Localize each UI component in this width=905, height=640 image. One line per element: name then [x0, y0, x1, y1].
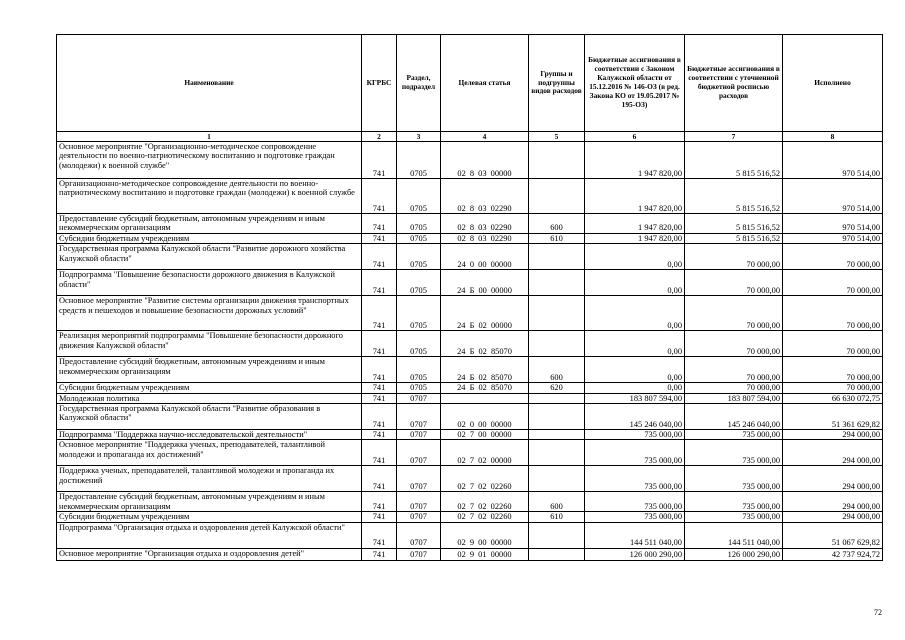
header-law-allocations: Бюджетные ассигнования в соответствии с Законом Калужской области от 15.12.2016 № 146-ОЗ (в ред. Закона КО от 19.05.2017 № 195-ОЗ)	[585, 35, 685, 132]
row-refined-allocation: 70 000,00	[685, 383, 783, 393]
budget-table	[56, 34, 883, 561]
row-group	[529, 270, 585, 296]
row-kgrbs: 741	[362, 270, 397, 296]
row-target: 24 Б 02 85070	[441, 331, 529, 357]
row-target: 02 8 03 00000	[441, 142, 529, 179]
row-target: 02 9 00 00000	[441, 522, 529, 548]
row-refined-allocation: 70 000,00	[685, 296, 783, 331]
row-executed: 42 737 924,72	[783, 548, 883, 560]
row-target: 02 7 02 02260	[441, 512, 529, 522]
row-target: 02 7 00 00000	[441, 430, 529, 440]
row-law-allocation: 1 947 820,00	[585, 142, 685, 179]
row-group	[529, 440, 585, 466]
row-law-allocation: 0,00	[585, 383, 685, 393]
row-name: Молодежная политика	[57, 393, 362, 403]
row-target	[441, 393, 529, 403]
row-kgrbs: 741	[362, 393, 397, 403]
row-group	[529, 404, 585, 430]
row-executed: 66 630 072,75	[783, 393, 883, 403]
row-refined-allocation: 5 815 516,52	[685, 214, 783, 234]
row-refined-allocation: 5 815 516,52	[685, 233, 783, 243]
table-row	[57, 142, 883, 179]
row-law-allocation: 1 947 820,00	[585, 179, 685, 214]
row-target: 24 Б 02 00000	[441, 296, 529, 331]
row-refined-allocation: 735 000,00	[685, 466, 783, 492]
row-executed: 970 514,00	[783, 179, 883, 214]
row-kgrbs: 741	[362, 244, 397, 270]
row-law-allocation: 0,00	[585, 296, 685, 331]
row-section: 0707	[397, 522, 441, 548]
row-group: 620	[529, 383, 585, 393]
table-row	[57, 214, 883, 234]
row-name: Государственная программа Калужской области "Развитие дорожного хозяйства Калужской области"	[57, 244, 362, 270]
table-row	[57, 244, 883, 270]
header-executed: Исполнено	[783, 35, 883, 132]
row-refined-allocation: 144 511 040,00	[685, 522, 783, 548]
row-section: 0705	[397, 270, 441, 296]
row-executed: 970 514,00	[783, 142, 883, 179]
table-row	[57, 331, 883, 357]
table-row	[57, 270, 883, 296]
row-law-allocation: 126 000 290,00	[585, 548, 685, 560]
row-group	[529, 522, 585, 548]
row-section: 0707	[397, 404, 441, 430]
row-section: 0705	[397, 233, 441, 243]
row-kgrbs: 741	[362, 357, 397, 383]
row-name: Реализация мероприятий подпрограммы "Повышение безопасности дорожного движения Калужской области"	[57, 331, 362, 357]
table-row	[57, 296, 883, 331]
column-number: 4	[441, 132, 529, 142]
row-law-allocation: 735 000,00	[585, 430, 685, 440]
row-kgrbs: 741	[362, 548, 397, 560]
row-law-allocation: 183 807 594,00	[585, 393, 685, 403]
header-refined-allocations: Бюджетные ассигнования в соответствии с уточненной бюджетной росписью расходов	[685, 35, 783, 132]
row-name: Основное мероприятие "Организация отдыха и оздоровления детей"	[57, 548, 362, 560]
row-group	[529, 548, 585, 560]
row-kgrbs: 741	[362, 296, 397, 331]
row-target: 02 0 00 00000	[441, 404, 529, 430]
header-name: Наименование	[57, 35, 362, 132]
column-number: 7	[685, 132, 783, 142]
row-target: 24 Б 00 00000	[441, 270, 529, 296]
column-number: 6	[585, 132, 685, 142]
row-name: Организационно-методическое сопровождение деятельности по военно-патриотическому воспитанию и подготовке граждан (молодежи) к военной службе	[57, 179, 362, 214]
row-group	[529, 466, 585, 492]
column-number: 3	[397, 132, 441, 142]
row-group	[529, 331, 585, 357]
table-row	[57, 383, 883, 393]
row-kgrbs: 741	[362, 383, 397, 393]
row-refined-allocation: 735 000,00	[685, 440, 783, 466]
row-target: 02 8 03 02290	[441, 214, 529, 234]
row-executed: 294 000,00	[783, 466, 883, 492]
row-kgrbs: 741	[362, 440, 397, 466]
row-executed: 70 000,00	[783, 357, 883, 383]
row-executed: 294 000,00	[783, 430, 883, 440]
row-group	[529, 244, 585, 270]
table-row	[57, 393, 883, 403]
row-refined-allocation: 70 000,00	[685, 357, 783, 383]
header-kgrbs: КГРБС	[362, 35, 397, 132]
row-name: Субсидии бюджетным учреждениям	[57, 512, 362, 522]
row-refined-allocation: 70 000,00	[685, 270, 783, 296]
row-group	[529, 430, 585, 440]
row-law-allocation: 144 511 040,00	[585, 522, 685, 548]
row-section: 0707	[397, 440, 441, 466]
row-section: 0707	[397, 548, 441, 560]
row-kgrbs: 741	[362, 522, 397, 548]
row-section: 0705	[397, 214, 441, 234]
row-group: 600	[529, 214, 585, 234]
column-number: 1	[57, 132, 362, 142]
row-refined-allocation: 183 807 594,00	[685, 393, 783, 403]
row-executed: 70 000,00	[783, 331, 883, 357]
table-row	[57, 357, 883, 383]
table-row	[57, 440, 883, 466]
row-group	[529, 179, 585, 214]
row-law-allocation: 145 246 040,00	[585, 404, 685, 430]
row-group	[529, 142, 585, 179]
row-name: Поддержка ученых, преподавателей, талантливой молодежи и пропаганда их достижений	[57, 466, 362, 492]
table-body	[57, 132, 883, 561]
row-target: 02 8 03 02290	[441, 233, 529, 243]
row-law-allocation: 0,00	[585, 244, 685, 270]
row-kgrbs: 741	[362, 233, 397, 243]
row-law-allocation: 1 947 820,00	[585, 233, 685, 243]
table-row	[57, 466, 883, 492]
row-kgrbs: 741	[362, 214, 397, 234]
row-name: Подпрограмма "Организация отдыха и оздоровления детей Калужской области"	[57, 522, 362, 548]
row-target: 02 8 03 02290	[441, 179, 529, 214]
row-name: Подпрограмма "Поддержка научно-исследовательской деятельности"	[57, 430, 362, 440]
row-executed: 51 361 629,82	[783, 404, 883, 430]
column-number-row	[57, 132, 883, 142]
row-executed: 294 000,00	[783, 512, 883, 522]
row-target: 02 9 01 00000	[441, 548, 529, 560]
row-section: 0705	[397, 296, 441, 331]
row-kgrbs: 741	[362, 430, 397, 440]
row-refined-allocation: 70 000,00	[685, 331, 783, 357]
table-row	[57, 492, 883, 512]
row-law-allocation: 0,00	[585, 357, 685, 383]
row-section: 0707	[397, 393, 441, 403]
header-groups: Группы и подгруппы видов расходов	[529, 35, 585, 132]
row-section: 0707	[397, 512, 441, 522]
row-law-allocation: 0,00	[585, 270, 685, 296]
row-name: Предоставление субсидий бюджетным, автономным учреждениям и иным некоммерческим организациям	[57, 214, 362, 234]
row-executed: 970 514,00	[783, 214, 883, 234]
row-executed: 70 000,00	[783, 270, 883, 296]
row-executed: 970 514,00	[783, 233, 883, 243]
row-section: 0707	[397, 492, 441, 512]
row-name: Субсидии бюджетным учреждениям	[57, 233, 362, 243]
column-number: 2	[362, 132, 397, 142]
row-law-allocation: 1 947 820,00	[585, 214, 685, 234]
row-executed: 294 000,00	[783, 492, 883, 512]
row-law-allocation: 735 000,00	[585, 492, 685, 512]
column-number: 5	[529, 132, 585, 142]
table-row	[57, 512, 883, 522]
row-section: 0707	[397, 430, 441, 440]
row-executed: 294 000,00	[783, 440, 883, 466]
row-target: 24 0 00 00000	[441, 244, 529, 270]
row-refined-allocation: 5 815 516,52	[685, 142, 783, 179]
row-target: 24 Б 02 85070	[441, 357, 529, 383]
table-row	[57, 548, 883, 560]
row-refined-allocation: 145 246 040,00	[685, 404, 783, 430]
row-target: 02 7 02 00000	[441, 440, 529, 466]
row-refined-allocation: 735 000,00	[685, 512, 783, 522]
table-row	[57, 430, 883, 440]
row-kgrbs: 741	[362, 492, 397, 512]
row-section: 0707	[397, 466, 441, 492]
row-group: 600	[529, 357, 585, 383]
column-number: 8	[783, 132, 883, 142]
row-name: Основное мероприятие "Организационно-методическое сопровождение деятельности по военно-патриотическому воспитанию и подготовке граждан (молодежи) к военной службе"	[57, 142, 362, 179]
row-law-allocation: 735 000,00	[585, 440, 685, 466]
row-refined-allocation: 70 000,00	[685, 244, 783, 270]
row-group: 610	[529, 512, 585, 522]
row-kgrbs: 741	[362, 466, 397, 492]
row-kgrbs: 741	[362, 142, 397, 179]
row-refined-allocation: 735 000,00	[685, 430, 783, 440]
row-kgrbs: 741	[362, 331, 397, 357]
row-section: 0705	[397, 331, 441, 357]
row-executed: 70 000,00	[783, 244, 883, 270]
row-target: 02 7 02 02260	[441, 492, 529, 512]
row-group	[529, 393, 585, 403]
row-kgrbs: 741	[362, 404, 397, 430]
table-row	[57, 179, 883, 214]
row-section: 0705	[397, 179, 441, 214]
row-executed: 70 000,00	[783, 383, 883, 393]
row-law-allocation: 735 000,00	[585, 466, 685, 492]
row-name: Основное мероприятие "Развитие системы организации движения транспортных средств и пешеходов и повышение безопасности дорожных условий"	[57, 296, 362, 331]
row-name: Предоставление субсидий бюджетным, автономным учреждениям и иным некоммерческим организациям	[57, 357, 362, 383]
table-row	[57, 522, 883, 548]
row-group: 610	[529, 233, 585, 243]
table-header	[57, 35, 883, 132]
row-group: 600	[529, 492, 585, 512]
row-law-allocation: 735 000,00	[585, 512, 685, 522]
row-name: Подпрограмма "Повышение безопасности дорожного движения в Калужской области"	[57, 270, 362, 296]
table-row	[57, 404, 883, 430]
row-group	[529, 296, 585, 331]
row-name: Субсидии бюджетным учреждениям	[57, 383, 362, 393]
row-target: 24 Б 02 85070	[441, 383, 529, 393]
table-row	[57, 233, 883, 243]
row-name: Основное мероприятие "Поддержка ученых, преподавателей, талантливой молодежи и пропаганда их достижений"	[57, 440, 362, 466]
row-section: 0705	[397, 244, 441, 270]
header-section: Раздел, подраздел	[397, 35, 441, 132]
page-number: 72	[874, 608, 882, 617]
row-section: 0705	[397, 357, 441, 383]
row-refined-allocation: 126 000 290,00	[685, 548, 783, 560]
row-name: Государственная программа Калужской области "Развитие образования в Калужской области"	[57, 404, 362, 430]
row-kgrbs: 741	[362, 179, 397, 214]
row-section: 0705	[397, 142, 441, 179]
row-section: 0705	[397, 383, 441, 393]
row-kgrbs: 741	[362, 512, 397, 522]
row-refined-allocation: 735 000,00	[685, 492, 783, 512]
row-law-allocation: 0,00	[585, 331, 685, 357]
row-refined-allocation: 5 815 516,52	[685, 179, 783, 214]
row-target: 02 7 02 02260	[441, 466, 529, 492]
row-executed: 70 000,00	[783, 296, 883, 331]
row-executed: 51 067 629,82	[783, 522, 883, 548]
row-name: Предоставление субсидий бюджетным, автономным учреждениям и иным некоммерческим организациям	[57, 492, 362, 512]
header-target: Целевая статья	[441, 35, 529, 132]
